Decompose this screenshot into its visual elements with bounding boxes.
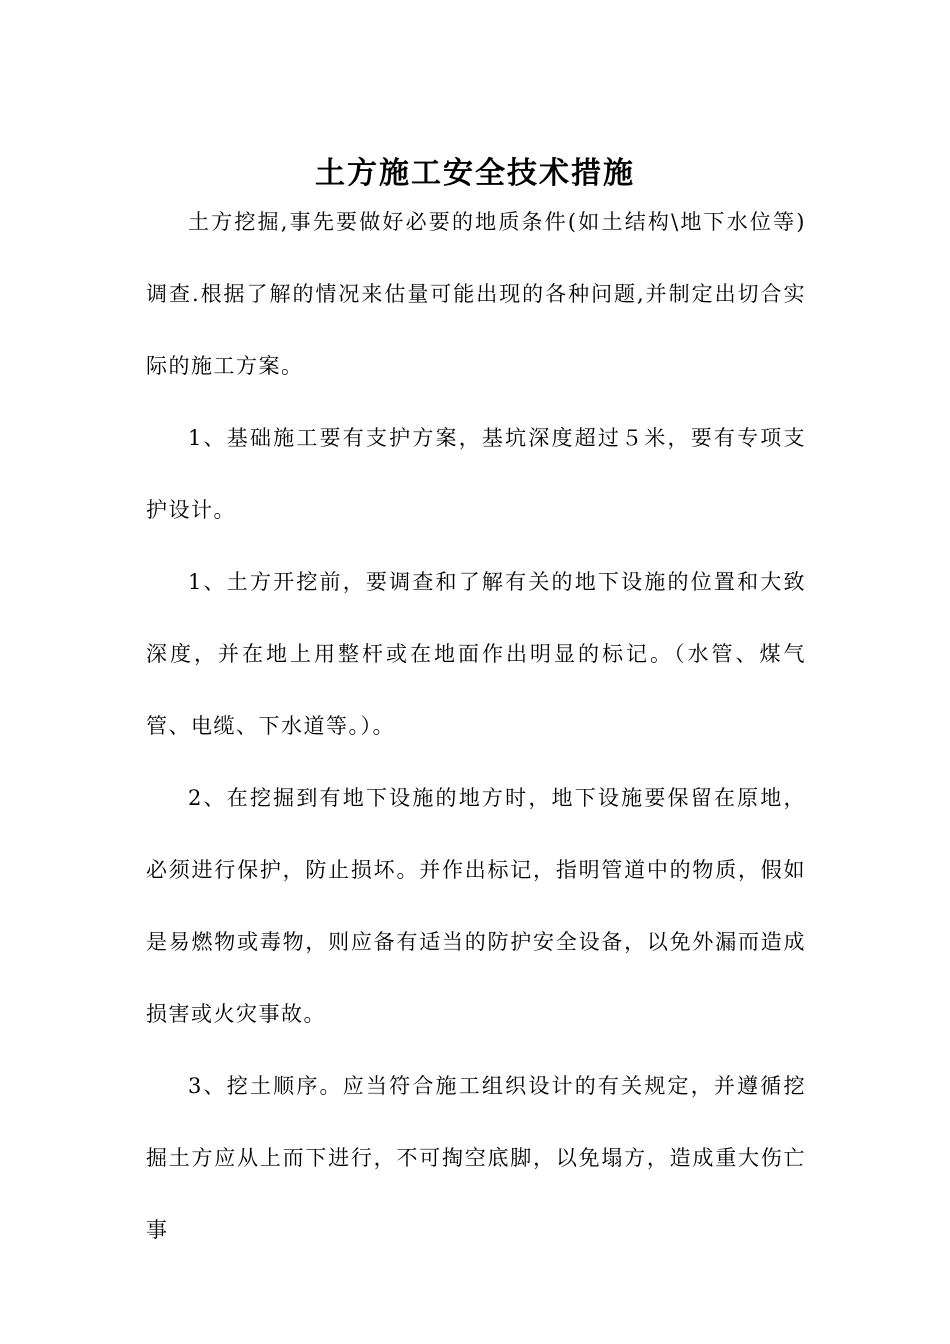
document-title: 土方施工安全技术措施 <box>315 156 635 192</box>
paragraph-item-excavation-order: 3、挖土顺序。应当符合施工组织设计的有关规定，并遵循挖掘土方应从上而下进行，不可掏空底脚，以免塌方，造成重大伤亡事 <box>146 1074 806 1242</box>
paragraph-item-facility-protection: 2、在挖掘到有地下设施的地方时，地下设施要保留在原地，必须进行保护，防止损坏。并作出标记，指明管道中的物质，假如是易燃物或毒物，则应备有适当的防护安全设备，以免外漏而造成损害或火灾事故。 <box>146 786 806 1026</box>
paragraph-intro: 土方挖掘,事先要做好必要的地质条件(如土结构\地下水位等)调查.根据了解的情况来估量可能出现的各种问题,并制定出切合实际的施工方案。 <box>146 210 806 378</box>
paragraph-item-support-plan: 1、基础施工要有支护方案，基坑深度超过５米，要有专项支护设计。 <box>146 426 806 522</box>
document-body <box>146 186 806 1266</box>
paragraph-item-underground-survey: 1、土方开挖前，要调查和了解有关的地下设施的位置和大致深度，并在地上用整杆或在地面作出明显的标记。（水管、煤气管、电缆、下水道等。）。 <box>146 570 806 738</box>
